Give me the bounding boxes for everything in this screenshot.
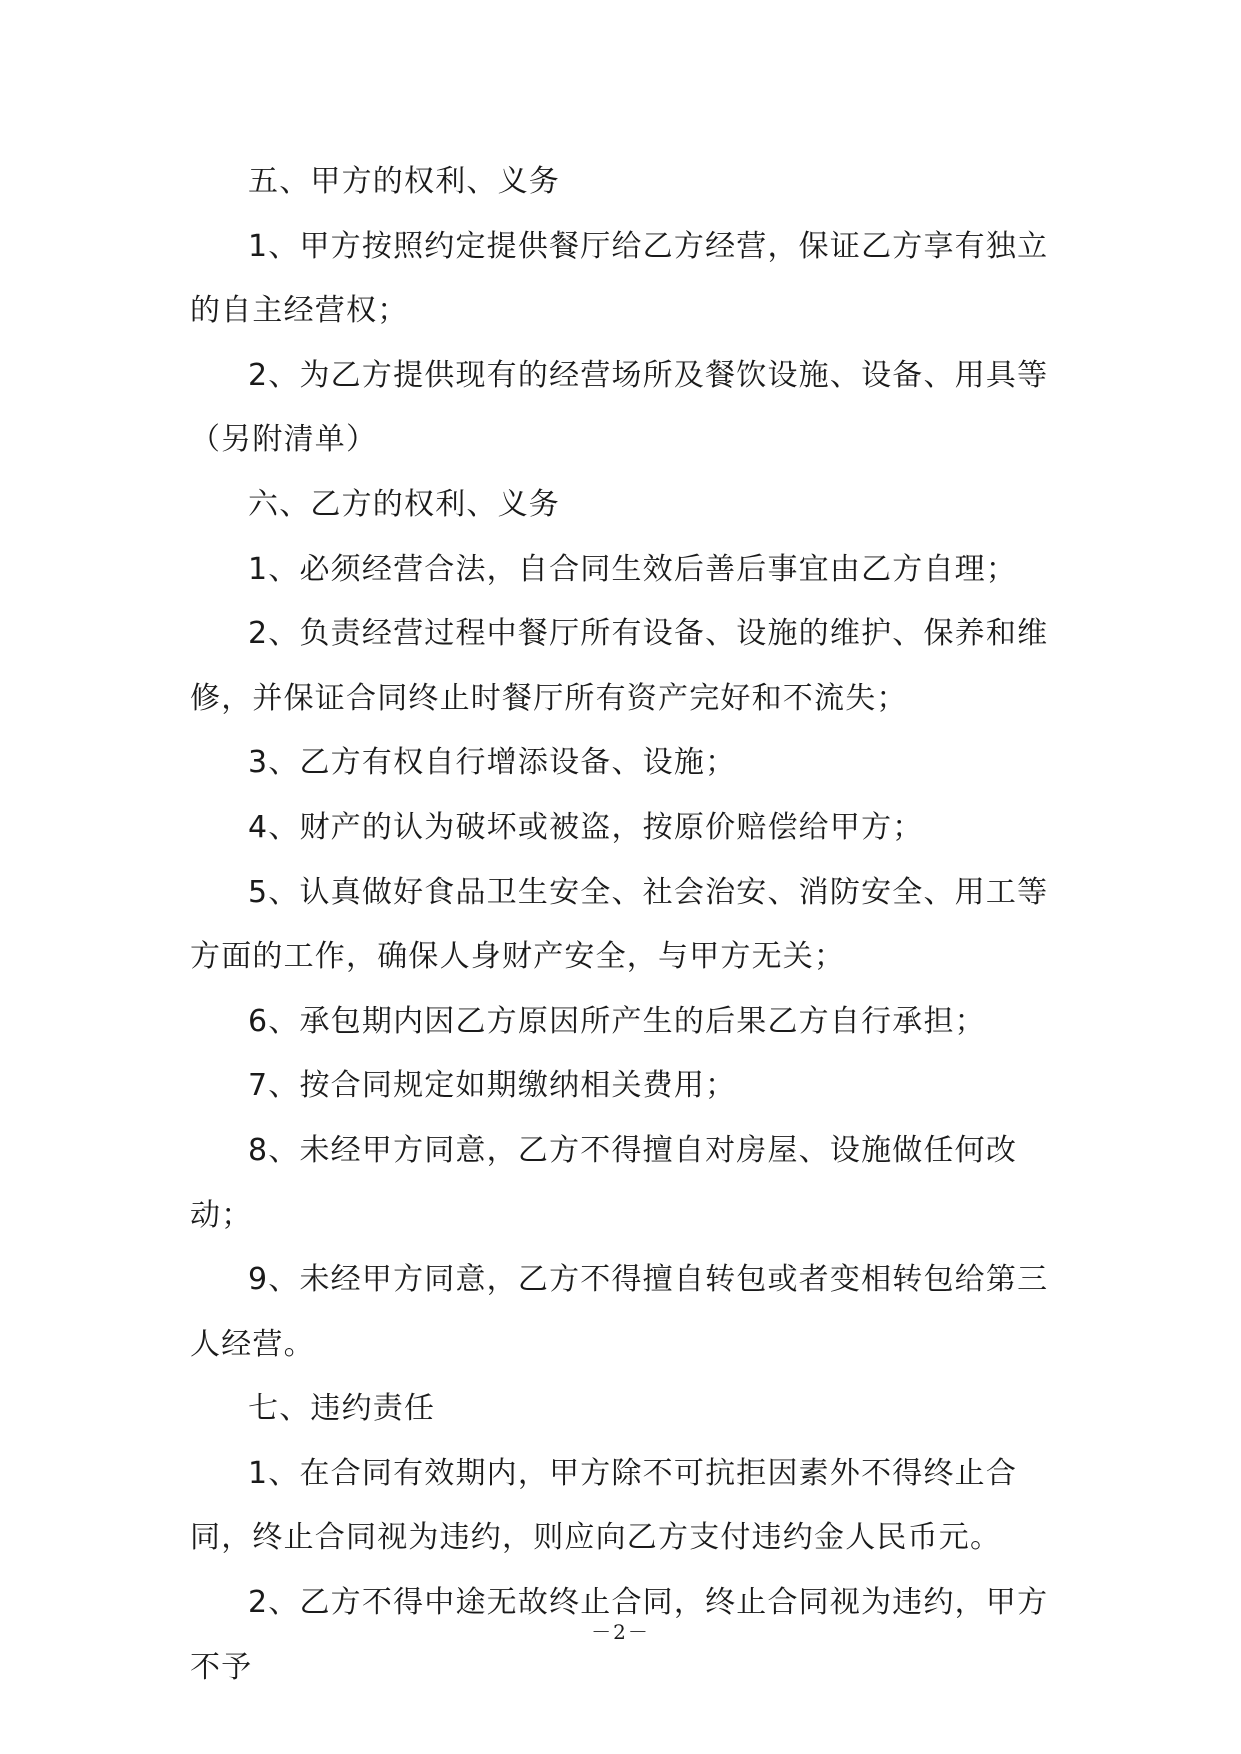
- document-body: [190, 150, 1058, 1700]
- clause-paragraph: 5、认真做好食品卫生安全、社会治安、消防安全、用工等方面的工作，确保人身财产安全，与甲方无关；: [190, 874, 1049, 975]
- clause-paragraph: 4、财产的认为破坏或被盗，按原价赔偿给甲方；: [248, 809, 924, 845]
- clause-paragraph: 2、乙方不得中途无故终止合同，终止合同视为违约，甲方不予: [190, 1585, 1049, 1685]
- clause-paragraph: 2、负责经营过程中餐厅所有设备、设施的维护、保养和维修，并保证合同终止时餐厅所有资产完好和不流失；: [190, 616, 1049, 716]
- section-heading-5: 五、甲方的权利、义务: [248, 164, 560, 199]
- clause-paragraph: 2、为乙方提供现有的经营场所及餐饮设施、设备、用具等（另附清单）: [190, 357, 1049, 458]
- clause-paragraph: 9、未经甲方同意，乙方不得擅自转包或者变相转包给第三人经营。: [190, 1262, 1049, 1362]
- section-heading-7: 七、违约责任: [248, 1391, 436, 1427]
- clause-paragraph: 8、未经甲方同意，乙方不得擅自对房屋、设施做任何改动；: [190, 1132, 1018, 1233]
- clause-paragraph: 7、按合同规定如期缴纳相关费用；: [248, 1068, 737, 1104]
- clause-paragraph: 1、在合同有效期内，甲方除不可抗拒因素外不得终止合同，终止合同视为违约，则应向乙方支付违约金人民币元。: [190, 1455, 1018, 1556]
- clause-paragraph: 6、承包期内因乙方原因所产生的后果乙方自行承担；: [248, 1003, 986, 1039]
- page-number: －2－: [591, 1620, 650, 1644]
- clause-paragraph: 1、必须经营合法，自合同生效后善后事宜由乙方自理；: [248, 551, 1018, 587]
- section-heading-6: 六、乙方的权利、义务: [248, 486, 560, 522]
- clause-paragraph: 3、乙方有权自行增添设备、设施；: [248, 745, 737, 781]
- clause-paragraph: 1、甲方按照约定提供餐厅给乙方经营，保证乙方享有独立的自主经营权；: [190, 228, 1049, 329]
